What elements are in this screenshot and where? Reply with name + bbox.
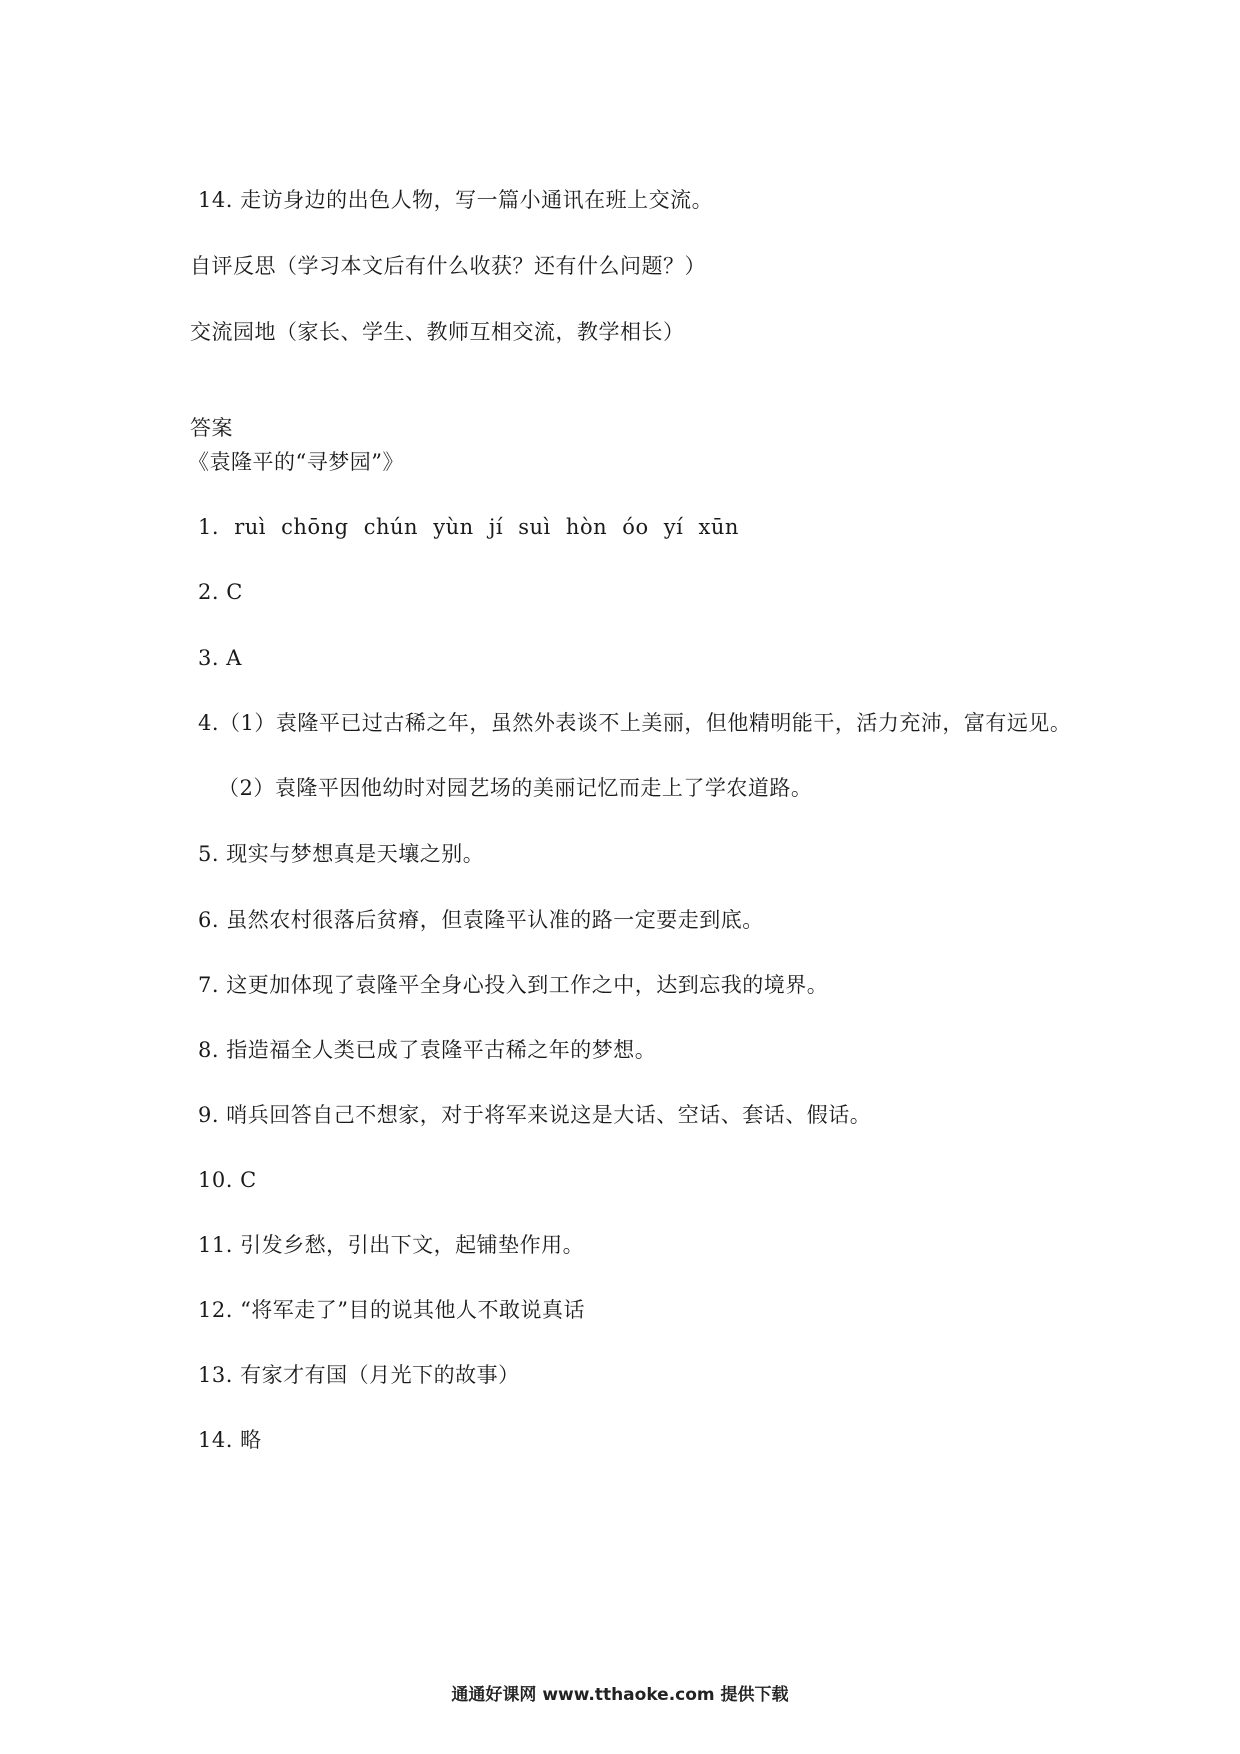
answer-item-14: 14. 略 (198, 1428, 262, 1452)
answer-item-1: 1. ruì chōng chún yùn jí suì hòn óo yí xūn (198, 515, 739, 539)
answer-item-6: 6. 虽然农村很落后贫瘠，但袁隆平认准的路一定要走到底。 (198, 908, 764, 932)
answer-item-12: 12. “将军走了”目的说其他人不敢说真话 (198, 1298, 586, 1322)
answer-item-4-1: 4.（1）袁隆平已过古稀之年，虽然外表谈不上美丽，但他精明能干，活力充沛，富有远见。 (198, 711, 1072, 735)
answer-item-13: 13. 有家才有国（月光下的故事） (198, 1363, 520, 1387)
footer-download-note: 通通好课网 www.tthaoke.com 提供下载 (451, 1685, 789, 1705)
answer-item-3: 3. A (198, 646, 242, 670)
answer-item-5: 5. 现实与梦想真是天壤之别。 (198, 842, 485, 866)
answers-subtitle: 《袁隆平的“寻梦园”》 (188, 450, 404, 474)
self-review-heading: 自评反思（学习本文后有什么收获？还有什么问题？） (190, 254, 706, 278)
exchange-heading: 交流园地（家长、学生、教师互相交流，教学相长） (190, 320, 685, 344)
question-14: 14. 走访身边的出色人物，写一篇小通讯在班上交流。 (198, 188, 714, 212)
answer-item-8: 8. 指造福全人类已成了袁隆平古稀之年的梦想。 (198, 1038, 657, 1062)
answer-item-7: 7. 这更加体现了袁隆平全身心投入到工作之中，达到忘我的境界。 (198, 973, 829, 997)
answer-item-9: 9. 哨兵回答自己不想家，对于将军来说这是大话、空话、套话、假话。 (198, 1103, 872, 1127)
answer-item-11: 11. 引发乡愁，引出下文，起铺垫作用。 (198, 1233, 585, 1257)
answer-item-4-2: （2）袁隆平因他幼时对园艺场的美丽记忆而走上了学农道路。 (218, 776, 813, 800)
answers-heading: 答案 (190, 416, 233, 440)
answer-item-2: 2. C (198, 580, 243, 604)
answer-item-10: 10. C (198, 1168, 257, 1192)
